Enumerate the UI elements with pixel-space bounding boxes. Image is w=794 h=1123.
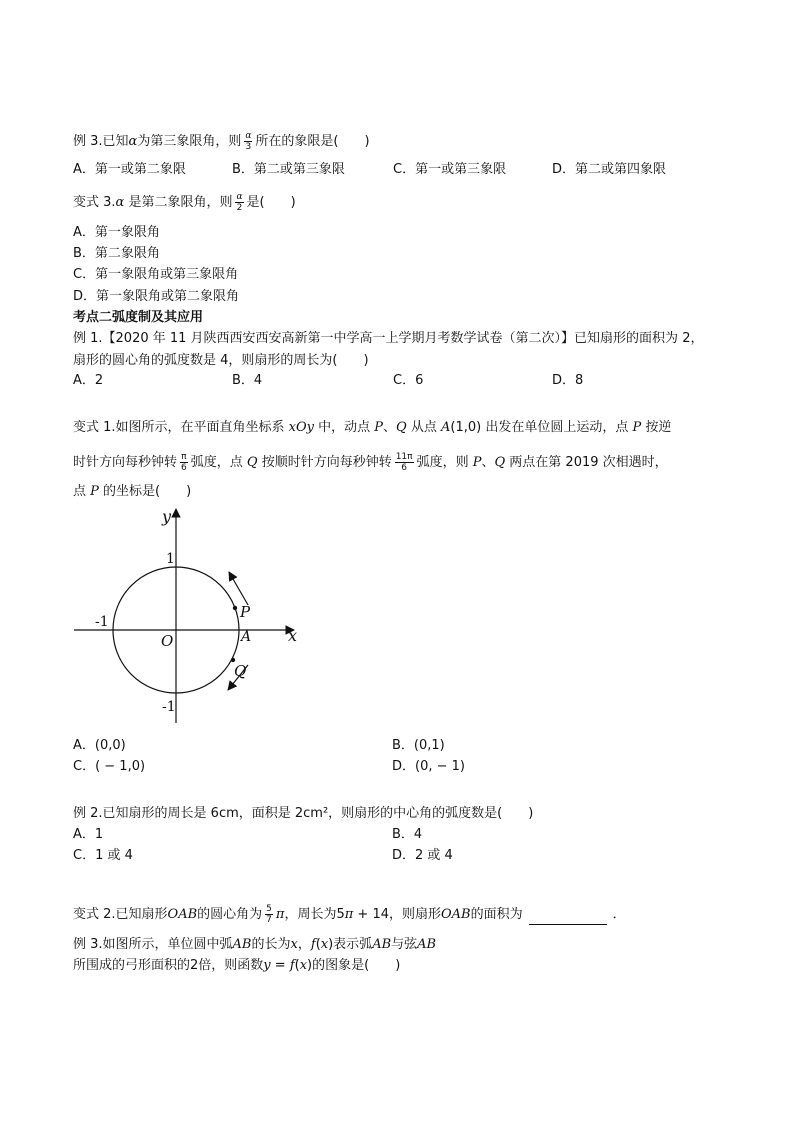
var2-question: 变式 2.已知扇形OAB的圆心角为 $\frac{5}{7}$ π，周长为5π + 14，则扇形OAB的面积为 ． <box>73 904 626 925</box>
var3-option-d: D．第一象限角或第二象限角 <box>73 289 240 304</box>
point-a-label: A <box>241 629 252 645</box>
ex2-option-d: D．2 或 4 <box>392 848 453 863</box>
fraction-11pi-6: $\frac{11\pi}{6}$ <box>395 452 413 473</box>
var1-line3: 点 P 的坐标是( ) <box>73 484 192 499</box>
tick-label-neg1-left: -1 <box>95 614 109 630</box>
ex3-question: 例 3.已知α为第三象限角，则 $\frac{\alpha}{3}$ 所在的象限是( ) <box>73 131 370 152</box>
fraction: $\frac{\alpha}{3}$ <box>245 131 252 152</box>
unit-circle-figure <box>66 505 316 730</box>
ex2-option-b: B．4 <box>392 827 423 842</box>
ex2-line1: 例 2.已知扇形的周长是 6cm，面积是 2cm²，则扇形的中心角的弧度数是( ) <box>73 806 534 821</box>
var1-line1: 变式 1.如图所示，在平面直角坐标系 xOy 中，动点 P、Q 从点 A(1,0) 出发在单位圆上运动，点 P 按逆 <box>73 420 672 435</box>
origin-label: O <box>161 632 174 650</box>
var1-option-a: A．(0,0) <box>73 738 126 753</box>
point-p-label: P <box>240 603 251 621</box>
ex1-line1: 例 1.【2020 年 11 月陕西西安西安高新第一中学高一上学期月考数学试卷（第二次）】已知扇形的面积为 2， <box>73 331 704 346</box>
y-axis-label: y <box>162 507 172 526</box>
var1-option-d: D．(0, − 1) <box>392 759 465 774</box>
ex3-option-c: C．第一或第三象限 <box>393 162 507 177</box>
var1-line2: 时针方向每秒钟转 $\frac{\pi}{6}$ 弧度，点 Q 按顺时针方向每秒钟转 $\frac{11\pi}{6}$ 弧度，则 P、Q 两点在第 2019 次相遇时， <box>73 452 668 473</box>
var1-option-b: B．(0,1) <box>392 738 445 753</box>
var3-question: 变式 3.α 是第二象限角，则 $\frac{\alpha}{2}$ 是( ) <box>73 192 296 213</box>
var1-option-c: C．( − 1,0) <box>73 759 146 774</box>
ex2-option-a: A．1 <box>73 827 104 842</box>
section-title: 考点二弧度制及其应用 <box>73 310 204 325</box>
point-p <box>233 606 237 610</box>
point-q-label: Q <box>234 662 247 680</box>
var3-option-a: A．第一象限角 <box>73 225 160 240</box>
fraction: $\frac{\alpha}{2}$ <box>236 192 243 213</box>
ex1-option-a: A．2 <box>73 373 104 388</box>
tick-label-neg1-bottom: -1 <box>162 699 176 715</box>
ex1-line2: 扇形的圆心角的弧度数是 4，则扇形的周长为( ) <box>73 353 369 368</box>
tick-label-1: 1 <box>166 551 175 567</box>
x-axis-label: x <box>288 626 298 645</box>
var3-option-b: B．第二象限角 <box>73 246 160 261</box>
ex1-option-b: B．4 <box>232 373 263 388</box>
fraction-5-7: $\frac{5}{7}$ <box>266 904 272 925</box>
ex2-option-c: C．1 或 4 <box>73 848 133 863</box>
ex3b-line2: 所围成的弓形面积的2倍，则函数y = f(x)的图象是( ) <box>73 958 401 973</box>
ex3-option-b: B．第二或第三象限 <box>232 162 345 177</box>
ex1-option-c: C．6 <box>393 373 424 388</box>
ex3-option-d: D．第二或第四象限 <box>552 162 667 177</box>
ex3b-line1: 例 3.如图所示，单位圆中弧AB的长为x，f(x)表示弧AB与弦AB <box>73 937 437 952</box>
fraction-pi-6: $\frac{\pi}{6}$ <box>181 452 187 473</box>
var3-option-c: C．第一象限角或第三象限角 <box>73 267 239 282</box>
answer-blank[interactable] <box>529 910 607 925</box>
ex1-option-d: D．8 <box>552 373 584 388</box>
ex3-option-a: A．第一或第二象限 <box>73 162 186 177</box>
